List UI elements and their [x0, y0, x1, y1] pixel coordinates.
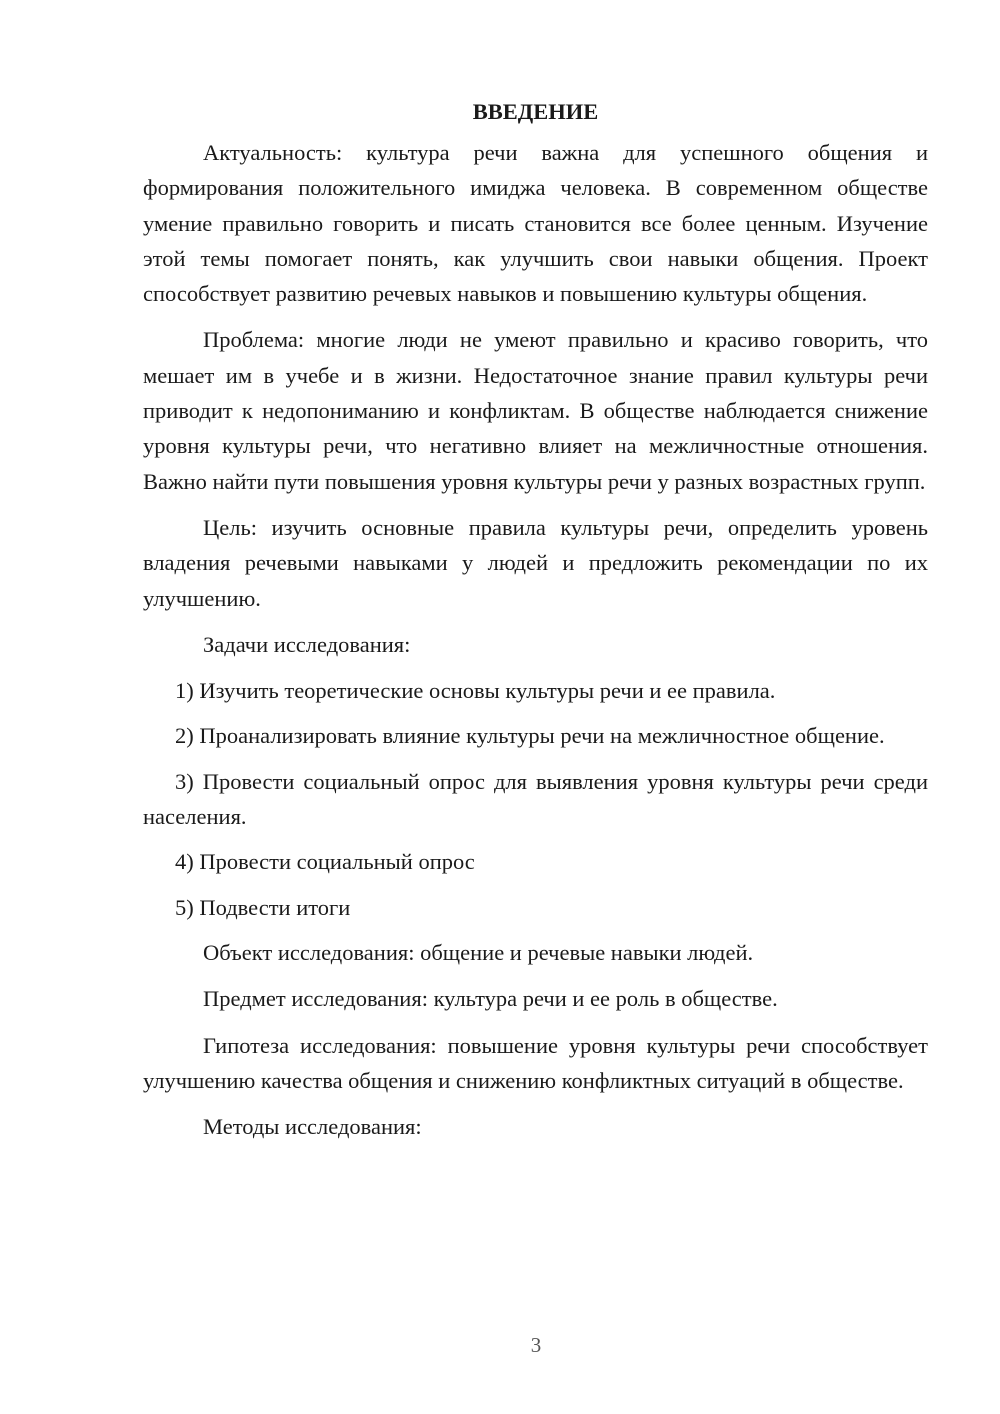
goal-paragraph: Цель: изучить основные правила культуры речи, определить уровень владения речевыми навыками у людей и предложить рекомендации по их улучшению.: [143, 514, 928, 611]
tasks-heading: Задачи исследования:: [203, 631, 411, 657]
task-item: 1) Изучить теоретические основы культуры речи и ее правила.: [175, 678, 776, 704]
task-item: 5) Подвести итоги: [175, 894, 351, 920]
task-item: 4) Провести социальный опрос: [175, 849, 475, 875]
object-paragraph: Объект исследования: общение и речевые навыки людей.: [203, 939, 754, 965]
task-item: 3) Провести социальный опрос для выявления уровня культуры речи среди населения.: [143, 768, 928, 830]
tasks-list: [143, 673, 928, 925]
relevance-paragraph: Актуальность: культура речи важна для успешного общения и формирования положительного имиджа человека. В современном обществе умение правильно говорить и писать становится все более ценным. Изучение этой темы помогает понять, как улучшить свои навыки общения. Проект способствует развитию речевых навыков и повышению культуры общения.: [143, 140, 928, 307]
section-title: ВВЕДЕНИЕ: [472, 99, 599, 124]
subject-paragraph: Предмет исследования: культура речи и ее роль в обществе.: [203, 986, 778, 1012]
task-item: 2) Проанализировать влияние культуры речи на межличностное общение.: [175, 723, 885, 749]
hypothesis-paragraph: Гипотеза исследования: повышение уровня культуры речи способствует улучшению качества общения и снижению конфликтных ситуаций в обществе.: [143, 1032, 928, 1093]
methods-heading: Методы исследования:: [203, 1114, 422, 1140]
page-number: 3: [530, 1333, 542, 1357]
document-page: [143, 94, 928, 1155]
problem-paragraph: Проблема: многие люди не умеют правильно и красиво говорить, что мешает им в учебе и в жизни. Недостаточное знание правил культуры речи приводит к недопониманию и конфликтам. В обществе наблюдается снижение уровня культуры речи, что негативно влияет на межличностные отношения. Важно найти пути повышения уровня культуры речи у разных возрастных групп.: [143, 327, 928, 494]
